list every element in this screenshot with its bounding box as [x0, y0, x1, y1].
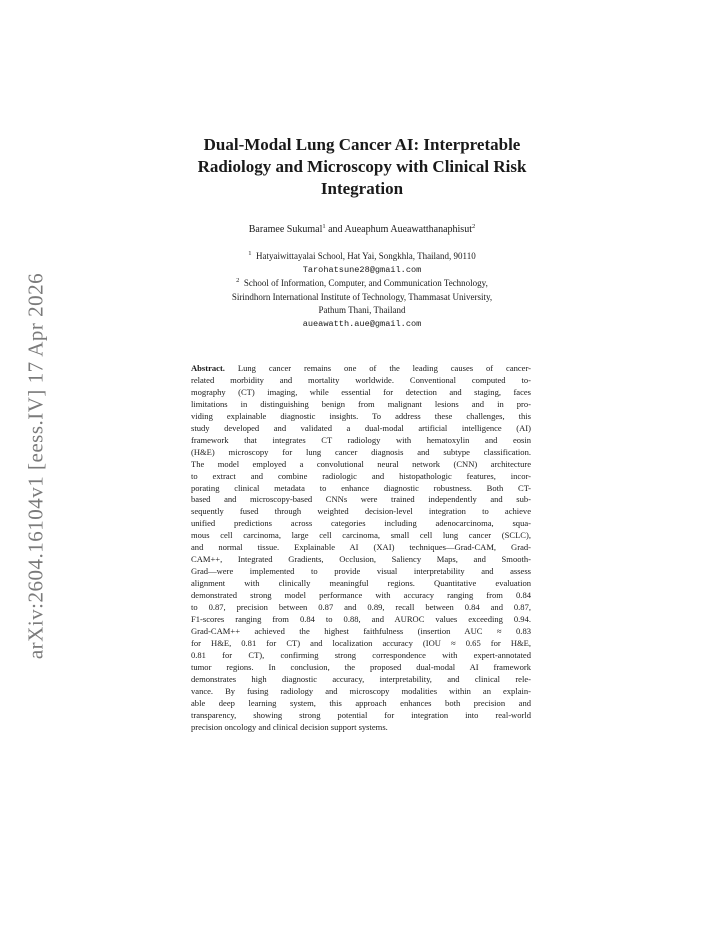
abstract-line: Grad—were implemented to provide visual interpretability and assess: [191, 566, 531, 577]
abstract-line: demonstrates high diagnostic accuracy, interpretability, and clinical rele-: [191, 673, 531, 684]
abstract-line: alignment with clinically meaningful regions. Quantitative evaluation: [191, 578, 531, 589]
abstract: [191, 363, 531, 734]
affiliation-line: [170, 277, 554, 291]
affiliation-mark: 2: [236, 277, 240, 284]
affiliation-text: Pathum Thani, Thailand: [318, 305, 406, 315]
abstract-line: precision oncology and clinical decision support systems.: [191, 721, 388, 732]
affiliation-mark: 2: [471, 223, 476, 230]
abstract-line: to extract and combine radiologic and histopathologic features, incor-: [191, 470, 531, 481]
arxiv-identifier: arXiv:2604.16104v1 [eess.IV] 17 Apr 2026: [23, 272, 48, 660]
abstract-line: for H&E, 0.81 for CT) and localization accuracy (IOU ≈ 0.65 for H&E,: [191, 637, 531, 648]
abstract-line: limitations in distinguishing benign from malignant lesions and in pro-: [191, 398, 531, 409]
affiliation-text: School of Information, Computer, and Communication Technology,: [243, 278, 488, 288]
paper-title: [150, 134, 574, 200]
abstract-line: viding explainable diagnostic insights. To address these challenges, this: [191, 410, 531, 421]
abstract-body: [191, 375, 531, 734]
abstract-line: study developed and validated a dual-modal artificial intelligence (AI): [191, 422, 531, 433]
abstract-label: Abstract.: [191, 363, 225, 373]
author-connector: and: [328, 224, 343, 235]
abstract-line: related morbidity and mortality worldwide. Conventional computed to-: [191, 374, 531, 385]
affiliation-text: Hatyaiwittayalai School, Hat Yai, Songkhla, Thailand, 90110: [256, 251, 476, 261]
title-line: Dual-Modal Lung Cancer AI: Interpretable: [203, 135, 521, 154]
abstract-line: to 0.87, precision between 0.87 and 0.89, recall between 0.84 and 0.87,: [191, 602, 531, 613]
abstract-line: framework that integrates CT radiology with hematoxylin and eosin: [191, 434, 531, 445]
abstract-line: transparency, showing strong potential for integration into real-world: [191, 709, 531, 720]
abstract-line: 0.81 for CT), confirming strong correspondence with expert-annotated: [191, 649, 531, 660]
abstract-line: (H&E) microscopy for lung cancer diagnosis and subtype classification.: [191, 446, 531, 457]
title-line: Radiology and Microscopy with Clinical Risk: [197, 157, 527, 176]
abstract-line: mous cell carcinoma, large cell carcinoma, small cell lung cancer (SCLC),: [191, 530, 531, 541]
abstract-line: tumor regions. In conclusion, the proposed dual-modal AI framework: [191, 661, 531, 672]
abstract-line: porating clinical metadata to enhance diagnostic robustness. Both CT-: [191, 482, 531, 493]
abstract-line: vance. By fusing radiology and microscopy modalities within an explain-: [191, 685, 531, 696]
abstract-line: demonstrated strong model performance with accuracy ranging from 0.84: [191, 590, 531, 601]
abstract-line: Grad-CAM++ achieved the highest faithfulness (insertion AUC ≈ 0.83: [191, 625, 531, 636]
affiliation-mark: 1: [248, 250, 252, 257]
affiliation-mark: 1: [322, 223, 326, 230]
abstract-line: [191, 363, 531, 375]
abstract-line: The model employed a convolutional neural network (CNN) architecture: [191, 458, 531, 469]
title-line: Integration: [320, 179, 404, 198]
affiliation-text: Sirindhorn International Institute of Technology, Thammasat University,: [231, 291, 493, 302]
affiliation-email: aueawatth.aue@gmail.com: [302, 318, 422, 329]
author-name: Aueaphum Aueawatthanaphisut: [344, 224, 472, 235]
abstract-line: sequently fused through weighted decision-level integration to achieve: [191, 506, 531, 517]
author-list: [150, 223, 574, 236]
abstract-line: F1-scores ranging from 0.84 to 0.88, and AUROC values exceeding 0.94.: [191, 614, 531, 625]
affiliation-email: Tarohatsune28@gmail.com: [302, 264, 422, 275]
abstract-line: based and microscopy-based CNNs were trained independently and sub-: [191, 494, 531, 505]
abstract-line: able deep learning system, this approach enhances both precision and: [191, 697, 531, 708]
affiliation-line: [170, 250, 554, 264]
abstract-line: unified predictions across categories including adenocarcinoma, squa-: [191, 518, 531, 529]
author-name: Baramee Sukumal: [248, 224, 323, 235]
abstract-text: Lung cancer remains one of the leading causes of cancer-: [237, 363, 531, 373]
abstract-line: CAM++, Integrated Gradients, Occlusion, Saliency Maps, and Smooth-: [191, 554, 531, 565]
affiliations: [170, 250, 554, 331]
abstract-line: and normal tissue. Explainable AI (XAI) techniques—Grad-CAM, Grad-: [191, 542, 531, 553]
abstract-line: mography (CT) imaging, while essential for detection and staging, faces: [191, 386, 531, 397]
